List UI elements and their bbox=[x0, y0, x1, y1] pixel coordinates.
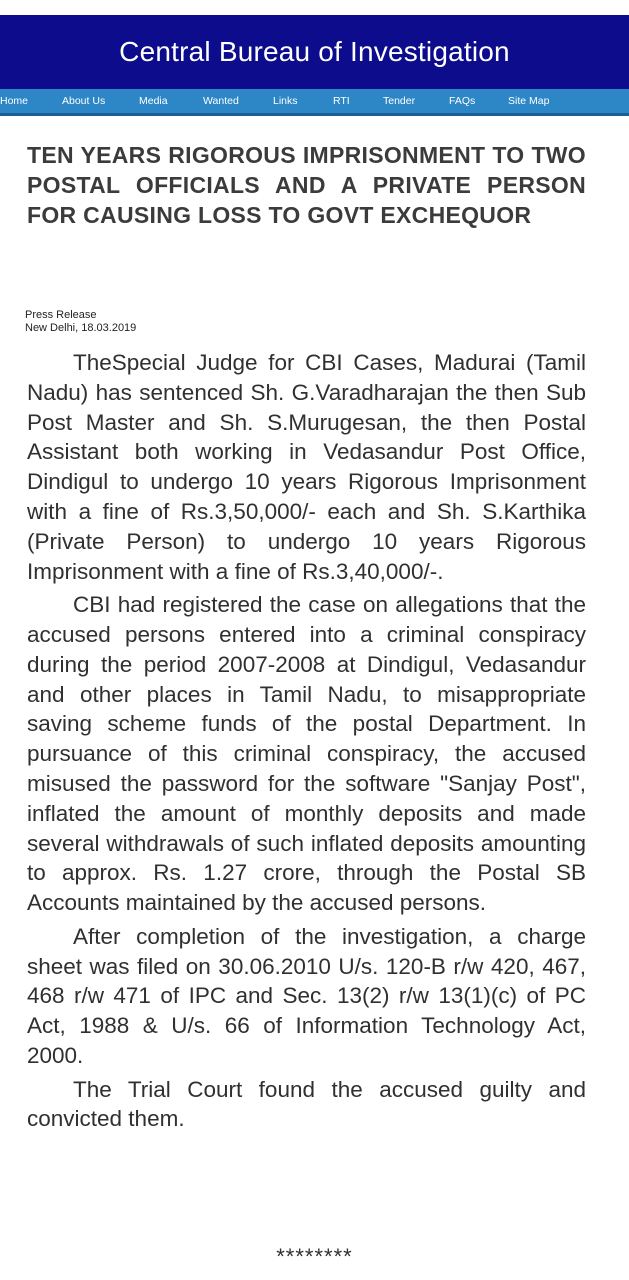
press-release-date: New Delhi, 18.03.2019 bbox=[25, 322, 137, 334]
page-title: TEN YEARS RIGOROUS IMPRISONMENT TO TWO POSTAL OFFICIALS AND A PRIVATE PERSON FOR CAUSING LOSS TO GOVT EXCHEQUOR bbox=[27, 142, 586, 228]
article-body bbox=[27, 348, 586, 1138]
site-title: Central Bureau of Investigation bbox=[119, 35, 510, 67]
press-release-meta bbox=[25, 309, 136, 335]
paragraph: The Trial Court found the accused guilty and convicted them. bbox=[27, 1076, 586, 1132]
nav-item-site-map[interactable]: Site Map bbox=[508, 95, 550, 107]
press-release-label: Press Release bbox=[25, 309, 97, 321]
top-strip bbox=[0, 0, 629, 15]
nav-item-links[interactable]: Links bbox=[273, 95, 298, 107]
nav-item-rti[interactable]: RTI bbox=[333, 95, 350, 107]
main-nav bbox=[0, 89, 629, 116]
nav-item-wanted[interactable]: Wanted bbox=[203, 95, 239, 107]
site-header bbox=[0, 15, 629, 89]
nav-item-home[interactable]: Home bbox=[0, 95, 29, 107]
nav-item-tender[interactable]: Tender bbox=[383, 95, 416, 107]
article-header bbox=[27, 140, 586, 230]
paragraph: TheSpecial Judge for CBI Cases, Madurai (Tamil Nadu) has sentenced Sh. G.Varadharajan the then Sub Post Master and Sh. S.Murugesan, the then Postal Assistant both working in Vedasandur Post Office, Dindigul to undergo 10 years Rigorous Imprisonment with a fine of Rs.3,50,000/- each and Sh. S.Karthika (Private Person) to undergo 10 years Rigorous Imprisonment with a fine of Rs.3,40,000/-. bbox=[27, 350, 586, 584]
nav-item-about-us[interactable]: About Us bbox=[62, 95, 106, 107]
paragraph: After completion of the investigation, a charge sheet was filed on 30.06.2010 U/s. 120-B r/w 420, 467, 468 r/w 471 of IPC and Sec. 13(2) r/w 13(1)(c) of PC Act, 1988 & U/s. 66 of Information Technology Act, 2000. bbox=[27, 923, 586, 1068]
nav-item-faqs[interactable]: FAQs bbox=[449, 95, 476, 107]
nav-item-media[interactable]: Media bbox=[139, 95, 168, 107]
end-of-release-mark: ******** bbox=[276, 1244, 353, 1269]
paragraph: CBI had registered the case on allegations that the accused persons entered into a criminal conspiracy during the period 2007-2008 at Dindigul, Vedasandur and other places in Tamil Nadu, to misappropriate saving scheme funds of the postal Department. In pursuance of this criminal conspiracy, the accused misused the password for the software "Sanjay Post", inflated the amount of monthly deposits and made several withdrawals of such inflated deposits amounting to approx. Rs. 1.27 crore, through the Postal SB Accounts maintained by the accused persons. bbox=[27, 592, 586, 916]
